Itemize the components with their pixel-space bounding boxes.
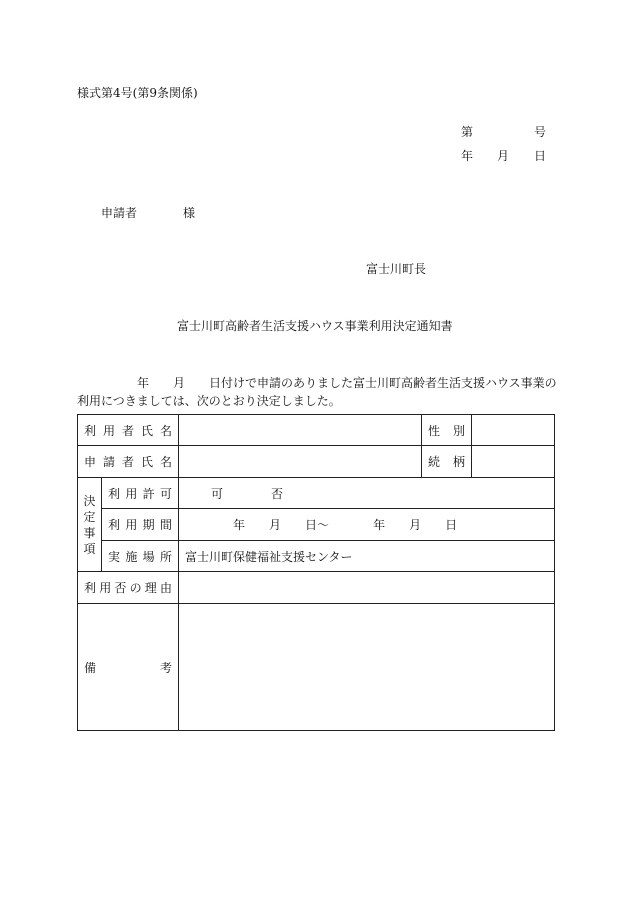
addressee-label: 申請者 (101, 206, 138, 220)
date-day: 日 (534, 149, 547, 163)
permission-field[interactable] (179, 478, 555, 509)
relationship-label: 続 柄 (422, 446, 472, 478)
body-line2: 利用につきましては、次のとおり決定しました。 (77, 394, 341, 408)
remarks-field[interactable] (179, 604, 555, 731)
period-field[interactable]: 年 月 日〜 年 月 日 (179, 509, 555, 541)
applicant-name-label: 申 請 者 氏 名 (78, 446, 179, 478)
decision-group-label: 決 定 事 項 (78, 478, 102, 572)
addressee-honorific: 様 (183, 206, 196, 220)
doc-number-dai: 第 (461, 125, 474, 139)
date-year: 年 (461, 149, 474, 163)
relationship-field[interactable] (472, 446, 555, 478)
permission-label: 利 用 許 可 (102, 478, 179, 509)
gender-label: 性 別 (422, 415, 472, 446)
reason-label: 利 用 否 の 理 由 (78, 572, 179, 604)
decision-form-table (77, 414, 555, 731)
applicant-name-field[interactable] (179, 446, 422, 478)
user-name-label: 利 用 者 氏 名 (78, 415, 179, 446)
document-title: 富士川町高齢者生活支援ハウス事業利用決定通知書 (177, 319, 453, 333)
place-value: 富士川町保健福祉支援センター (179, 541, 555, 572)
period-label: 利 用 期 間 (102, 509, 179, 541)
gender-field[interactable] (472, 415, 555, 446)
body-line1-rest: 日付けで申請のありました富士川町高齢者生活支援ハウス事業の (209, 376, 557, 390)
form-id: 様式第4号(第9条関係) (77, 86, 198, 100)
place-label: 実 施 場 所 (102, 541, 179, 572)
permission-no[interactable]: 否 (271, 486, 284, 501)
reason-field[interactable] (179, 572, 555, 604)
user-name-field[interactable] (179, 415, 422, 446)
remarks-label: 備 考 (78, 604, 179, 731)
date-month: 月 (497, 149, 510, 163)
permission-yes[interactable]: 可 (211, 486, 224, 501)
doc-number-go: 号 (534, 125, 547, 139)
body-month: 月 (173, 376, 186, 390)
body-year: 年 (137, 376, 150, 390)
issuer: 富士川町長 (366, 262, 427, 276)
